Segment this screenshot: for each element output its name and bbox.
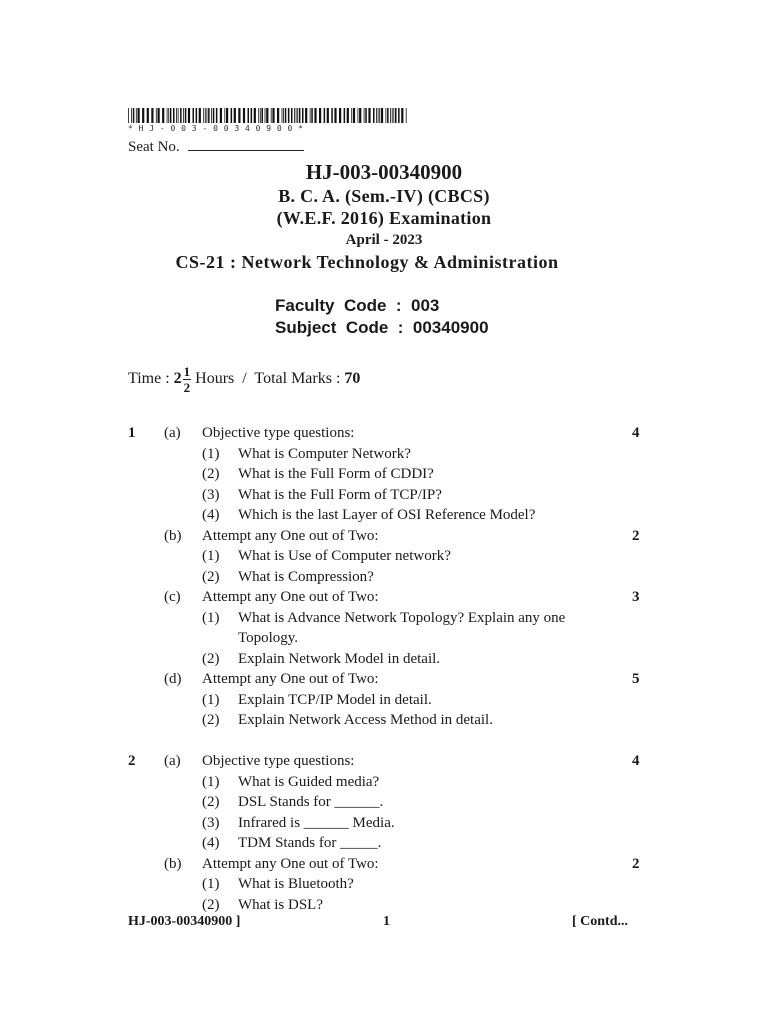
sub-question-text: Which is the last Layer of OSI Reference Model? xyxy=(238,507,536,523)
sub-question-text: What is Guided media? xyxy=(238,773,380,790)
barcode-bar xyxy=(147,108,149,123)
barcode-bar xyxy=(288,108,290,123)
barcode-bar xyxy=(151,108,153,123)
sub-question-number: (4) xyxy=(202,507,220,523)
part-instruction: Attempt any One out of Two: xyxy=(202,671,379,687)
barcode-bar xyxy=(138,108,140,123)
part-label: (b) xyxy=(164,527,182,544)
barcode-bar xyxy=(406,108,407,123)
barcode-bar xyxy=(291,108,293,123)
sub-question-text: DSL Stands for ______. xyxy=(238,794,384,810)
barcode-bar xyxy=(158,108,160,123)
barcode-bar xyxy=(258,108,259,123)
barcode-bar xyxy=(376,108,377,123)
barcode-bar xyxy=(283,108,284,123)
course-title: B. C. A. (Sem.-IV) (CBCS) xyxy=(278,186,490,206)
barcode-bar xyxy=(142,108,144,123)
footer-page-number: 1 xyxy=(383,914,390,929)
sub-question-number: (1) xyxy=(202,691,220,708)
sub-question-text: What is Compression? xyxy=(238,568,374,585)
barcode-bar xyxy=(334,108,336,123)
barcode-bar xyxy=(178,108,179,123)
part-marks: 3 xyxy=(632,589,640,605)
barcode-bar xyxy=(271,108,272,123)
barcode-bar xyxy=(379,108,380,123)
part-marks: 2 xyxy=(632,527,640,544)
barcode-bar xyxy=(205,108,206,123)
barcode-bar xyxy=(331,108,333,123)
part-instruction: Objective type questions: xyxy=(202,425,355,441)
fraction-numerator: 1 xyxy=(183,364,191,379)
part-instruction: Attempt any One out of Two: xyxy=(202,589,379,605)
barcode-bar xyxy=(196,108,198,123)
barcode-bar xyxy=(378,108,379,123)
sub-question-text: Topology. xyxy=(238,630,299,646)
hours-total-label: Hours / Total Marks : xyxy=(195,370,341,388)
part-marks: 4 xyxy=(632,425,640,441)
sub-question-text: Explain Network Model in detail. xyxy=(238,650,441,667)
sub-question-text: What is the Full Form of TCP/IP? xyxy=(238,486,442,503)
part-label: (b) xyxy=(164,855,182,872)
barcode-bar xyxy=(170,108,172,123)
sub-question-text: What is Advance Network Topology? Explain any one xyxy=(238,609,566,626)
seat-number-field xyxy=(128,139,304,156)
sub-question-number: (2) xyxy=(202,650,220,667)
part-label: (a) xyxy=(164,753,181,769)
sub-question-number: (1) xyxy=(202,548,220,564)
barcode-bar xyxy=(234,108,236,123)
barcode-bar xyxy=(390,108,391,123)
sub-question-text: What is Use of Computer network? xyxy=(238,548,451,564)
sub-question-number: (1) xyxy=(202,445,220,462)
barcode-bar xyxy=(203,108,204,123)
sub-question-number: (1) xyxy=(202,609,220,626)
sub-question-text: What is Computer Network? xyxy=(238,445,411,462)
paper-code: HJ-003-00340900 xyxy=(305,160,463,184)
footer-paper-code: HJ-003-00340900 ] xyxy=(128,914,241,929)
fraction-denominator: 2 xyxy=(183,380,191,395)
barcode-bar xyxy=(220,108,222,123)
barcode-bar xyxy=(398,108,400,123)
part-marks: 2 xyxy=(632,855,640,872)
subject-title: CS-21 : Network Technology & Administration xyxy=(175,252,559,272)
barcode-bar xyxy=(347,108,349,123)
barcode-bar xyxy=(248,108,250,123)
barcode-bar xyxy=(185,108,187,123)
barcode-bar xyxy=(339,108,341,123)
sub-question-text: What is DSL? xyxy=(238,896,323,913)
sub-question-text: Explain TCP/IP Model in detail. xyxy=(238,691,432,708)
sub-question-number: (2) xyxy=(202,712,220,728)
barcode-bar xyxy=(296,108,297,123)
barcode-bar xyxy=(365,108,367,123)
part-marks: 4 xyxy=(632,753,640,769)
barcode-bar xyxy=(136,108,137,123)
barcode-bar xyxy=(373,108,375,123)
part-instruction: Objective type questions: xyxy=(202,753,355,769)
barcode-bar xyxy=(393,108,394,123)
subject-code: Subject Code : 00340900 xyxy=(275,318,489,337)
faculty-code: Faculty Code : 003 xyxy=(275,296,440,315)
sub-question-text: Explain Network Access Method in detail. xyxy=(238,712,493,728)
barcode-bar xyxy=(351,108,352,123)
time-fraction xyxy=(183,364,192,395)
barcode-bar xyxy=(344,108,346,123)
barcode-bar xyxy=(207,108,208,123)
barcode-bar xyxy=(368,108,370,123)
barcode-bar xyxy=(128,108,129,123)
barcode-bar xyxy=(213,108,215,123)
seat-number-blank xyxy=(188,140,304,151)
barcode-bar xyxy=(224,108,225,123)
barcode-bar xyxy=(156,108,157,123)
barcode-bar xyxy=(395,108,397,123)
barcode-bar xyxy=(386,108,387,123)
barcode-bar xyxy=(266,108,268,123)
sub-question-number: (2) xyxy=(202,896,220,913)
sub-question-number: (2) xyxy=(202,568,220,585)
barcode-bar xyxy=(238,108,240,123)
question-number: 1 xyxy=(128,425,136,441)
barcode-bar xyxy=(180,108,182,123)
barcode-bar xyxy=(282,108,283,123)
barcode-bar xyxy=(387,108,389,123)
barcode-bar xyxy=(311,108,313,123)
barcode-bar xyxy=(176,108,177,123)
part-label: (d) xyxy=(164,671,182,687)
barcode-caption: * H J - 0 0 3 - 0 0 3 4 0 9 0 0 * xyxy=(128,124,304,133)
barcode-bar xyxy=(294,108,295,123)
barcode-bar xyxy=(401,108,403,123)
barcode-bar xyxy=(208,108,210,123)
barcode-bar xyxy=(364,108,365,123)
barcode-bar xyxy=(265,108,266,123)
barcode-bar xyxy=(216,108,218,123)
barcode-bar xyxy=(243,108,245,123)
barcode-bar xyxy=(277,108,279,123)
part-marks: 5 xyxy=(632,671,640,687)
sub-question-number: (2) xyxy=(202,794,220,810)
barcode-bar xyxy=(272,108,274,123)
barcode-bar xyxy=(297,108,298,123)
barcode-bar xyxy=(305,108,307,123)
footer-continued: [ Contd... xyxy=(572,914,629,929)
sub-question-number: (4) xyxy=(202,835,220,851)
barcode-bar xyxy=(314,108,316,123)
barcode-bar xyxy=(359,108,361,123)
barcode-bar xyxy=(211,108,212,123)
barcode-bar xyxy=(251,108,253,123)
barcode-bar xyxy=(358,108,359,123)
barcode-bar xyxy=(254,108,256,123)
barcode-bar xyxy=(310,108,311,123)
sub-question-text: What is the Full Form of CDDI? xyxy=(238,466,434,482)
question-number: 2 xyxy=(128,753,136,769)
barcode-bar xyxy=(260,108,261,123)
barcode xyxy=(128,108,408,123)
barcode-bar xyxy=(199,108,201,123)
barcode-bar xyxy=(299,108,301,123)
part-label: (a) xyxy=(164,425,181,441)
part-label: (c) xyxy=(164,589,181,605)
sub-question-text: What is Bluetooth? xyxy=(238,876,354,892)
barcode-bar xyxy=(327,108,329,123)
time-whole: 2 xyxy=(173,370,182,388)
sub-question-text: TDM Stands for _____. xyxy=(238,835,382,851)
barcode-bar xyxy=(319,108,321,123)
barcode-bar xyxy=(188,108,190,123)
barcode-bar xyxy=(231,108,233,123)
sub-question-number: (3) xyxy=(202,486,220,503)
time-label: Time : xyxy=(128,370,170,388)
sub-question-number: (3) xyxy=(202,814,220,831)
part-instruction: Attempt any One out of Two: xyxy=(202,527,379,544)
barcode-bar xyxy=(133,108,135,123)
barcode-bar xyxy=(392,108,393,123)
exam-date: April - 2023 xyxy=(345,232,423,248)
barcode-bar xyxy=(162,108,164,123)
sub-question-number: (2) xyxy=(202,466,220,482)
barcode-bar xyxy=(173,108,175,123)
barcode-bar xyxy=(193,108,195,123)
total-marks: 70 xyxy=(344,370,361,388)
barcode-bar xyxy=(285,108,287,123)
barcode-bar xyxy=(262,108,264,123)
sub-question-text: Infrared is ______ Media. xyxy=(238,814,395,831)
barcode-bar xyxy=(302,108,304,123)
barcode-bar xyxy=(324,108,326,123)
barcode-bar xyxy=(226,108,228,123)
barcode-bar xyxy=(167,108,168,123)
sub-question-number: (1) xyxy=(202,876,220,892)
barcode-bar xyxy=(168,108,169,123)
barcode-bar xyxy=(353,108,355,123)
barcode-bar xyxy=(381,108,383,123)
time-and-marks xyxy=(128,364,360,395)
exam-title: (W.E.F. 2016) Examination xyxy=(276,208,492,228)
seat-label: Seat No. xyxy=(128,139,180,155)
part-instruction: Attempt any One out of Two: xyxy=(202,855,379,872)
barcode-bar xyxy=(183,108,184,123)
barcode-bar xyxy=(131,108,132,123)
sub-question-number: (1) xyxy=(202,773,220,790)
